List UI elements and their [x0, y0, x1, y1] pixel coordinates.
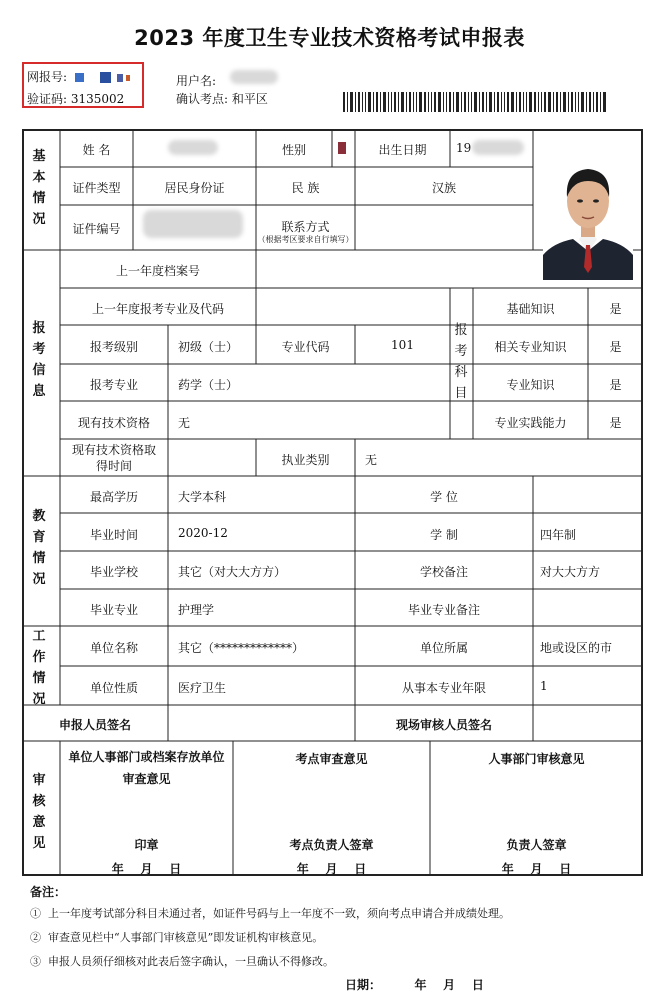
section-review: 审核意见	[32, 773, 46, 851]
practice-value: 无	[365, 453, 378, 467]
idtype-value: 居民身份证	[164, 181, 225, 195]
note-item	[30, 953, 334, 969]
note-number: ②	[30, 931, 41, 944]
notes-label: 备注：	[30, 885, 67, 899]
registration-number-label: 网报号:	[27, 70, 68, 84]
contact-note: （根据考区要求自行填写）	[257, 235, 354, 244]
unit-type-value: 医疗卫生	[178, 681, 227, 695]
review-col2-date: 年 月 日	[296, 862, 367, 876]
birth-label: 出生日期	[378, 143, 427, 157]
school-note-value: 对大大方方	[540, 565, 601, 579]
xuezhi-value: 四年制	[540, 528, 577, 542]
major-value: 药学（士）	[178, 378, 239, 392]
major-label: 报考专业	[89, 378, 138, 392]
degree-value: 大学本科	[178, 490, 227, 504]
years-value: 1	[540, 679, 548, 693]
review-col3-date: 年 月 日	[501, 862, 572, 876]
degree-label: 最高学历	[89, 490, 138, 504]
grad-time-value: 2020-12	[178, 526, 228, 540]
subject-value: 是	[609, 340, 622, 354]
note-text: 上一年度考试部分科目未通过者，如证件号码与上一年度不一致，须向考点申请合并成绩处理。	[48, 907, 510, 920]
unit-type-label: 单位性质	[89, 681, 138, 695]
gmajor-label: 毕业专业	[89, 603, 138, 617]
xuezhi-label: 学 制	[430, 528, 458, 542]
xuewei-label: 学 位	[430, 490, 458, 504]
birth-value: 19	[456, 141, 472, 155]
section-apply: 报考信息	[32, 321, 46, 399]
review-col1-title: 单位人事部门或档案存放单位审查意见	[68, 750, 225, 786]
unit-loc-label: 单位所属	[419, 641, 468, 655]
review-col2-stamp: 考点负责人签章	[289, 838, 374, 852]
subject-name: 基础知识	[506, 302, 555, 316]
review-col1-stamp: 印章	[134, 838, 159, 852]
review-col1-date: 年 月 日	[111, 862, 182, 876]
level-label: 报考级别	[89, 340, 138, 354]
school-note-label: 学校备注	[419, 565, 468, 579]
masked-gender	[338, 142, 346, 154]
section-work: 工作情况	[32, 629, 46, 707]
note-text: 申报人员须仔细核对此表后签字确认，一旦确认不得修改。	[48, 955, 334, 968]
prev-major-label: 上一年度报考专业及代码	[91, 302, 224, 316]
qual-time-label: 现有技术资格取得时间	[71, 443, 156, 473]
ethnic-value: 汉族	[431, 181, 456, 195]
verification-code-label: 验证码:	[27, 92, 68, 106]
qual-label: 现有技术资格	[77, 416, 150, 430]
applicant-photo	[543, 155, 633, 280]
school-value: 其它（对大大方方）	[178, 565, 287, 579]
subject-value: 是	[609, 302, 622, 316]
qual-value: 无	[178, 416, 191, 430]
idno-label: 证件编号	[72, 222, 121, 236]
note-number: ①	[30, 907, 41, 920]
subject-name: 专业实践能力	[494, 416, 567, 430]
review-col2-title: 考点审查意见	[295, 752, 368, 766]
gmajor-note-label: 毕业专业备注	[407, 603, 480, 617]
level-value: 初级（士）	[178, 340, 239, 354]
subject-name: 专业知识	[506, 378, 555, 392]
section-basic: 基本情况	[32, 149, 46, 227]
masked-idno	[143, 210, 243, 238]
note-item	[30, 905, 510, 921]
years-label: 从事本专业年限	[401, 681, 486, 695]
subject-name: 相关专业知识	[494, 340, 567, 354]
notes-date-row	[345, 976, 484, 993]
review-col3-title: 人事部门审核意见	[488, 752, 585, 766]
form-title: 2023 年度卫生专业技术资格考试申报表	[134, 26, 525, 50]
grad-time-label: 毕业时间	[89, 528, 138, 542]
practice-label: 执业类别	[281, 453, 330, 467]
unit-loc-value: 地或设区的市	[540, 641, 613, 655]
username-label: 用户名:	[176, 74, 217, 88]
note-number: ③	[30, 955, 41, 968]
subject-value: 是	[609, 378, 622, 392]
reviewer-sign-label: 现场审核人员签名	[395, 718, 492, 732]
code-label: 专业代码	[281, 340, 330, 354]
notes-date-label: 日期：	[345, 978, 382, 992]
name-label: 姓 名	[82, 143, 111, 157]
note-item	[30, 929, 323, 945]
code-value: 101	[391, 338, 414, 352]
idtype-label: 证件类型	[72, 181, 121, 195]
gmajor-value: 护理学	[178, 603, 215, 617]
subject-value: 是	[609, 416, 622, 430]
contact-label: 联系方式	[281, 220, 330, 234]
note-text: 审查意见栏中“人事部门审核意见”即发证机构审核意见。	[48, 931, 324, 944]
unit-label: 单位名称	[89, 641, 138, 655]
section-edu: 教育情况	[32, 509, 46, 587]
subjects-label: 报考科目	[454, 323, 468, 401]
applicant-sign-label: 申报人员签名	[58, 718, 131, 732]
prev-file-label: 上一年度档案号	[115, 264, 200, 278]
masked-birth	[472, 140, 524, 155]
gender-label: 性别	[281, 143, 306, 157]
ethnic-label: 民 族	[291, 181, 320, 195]
masked-name	[168, 140, 218, 155]
exam-site-label: 确认考点:	[176, 92, 229, 106]
notes-date-value: 年 月 日	[414, 978, 484, 992]
school-label: 毕业学校	[89, 565, 138, 579]
review-col3-stamp: 负责人签章	[506, 838, 567, 852]
exam-site-value: 和平区	[231, 92, 268, 106]
verification-code-value: 3135002	[70, 92, 125, 106]
unit-value: 其它（*************）	[178, 641, 305, 655]
